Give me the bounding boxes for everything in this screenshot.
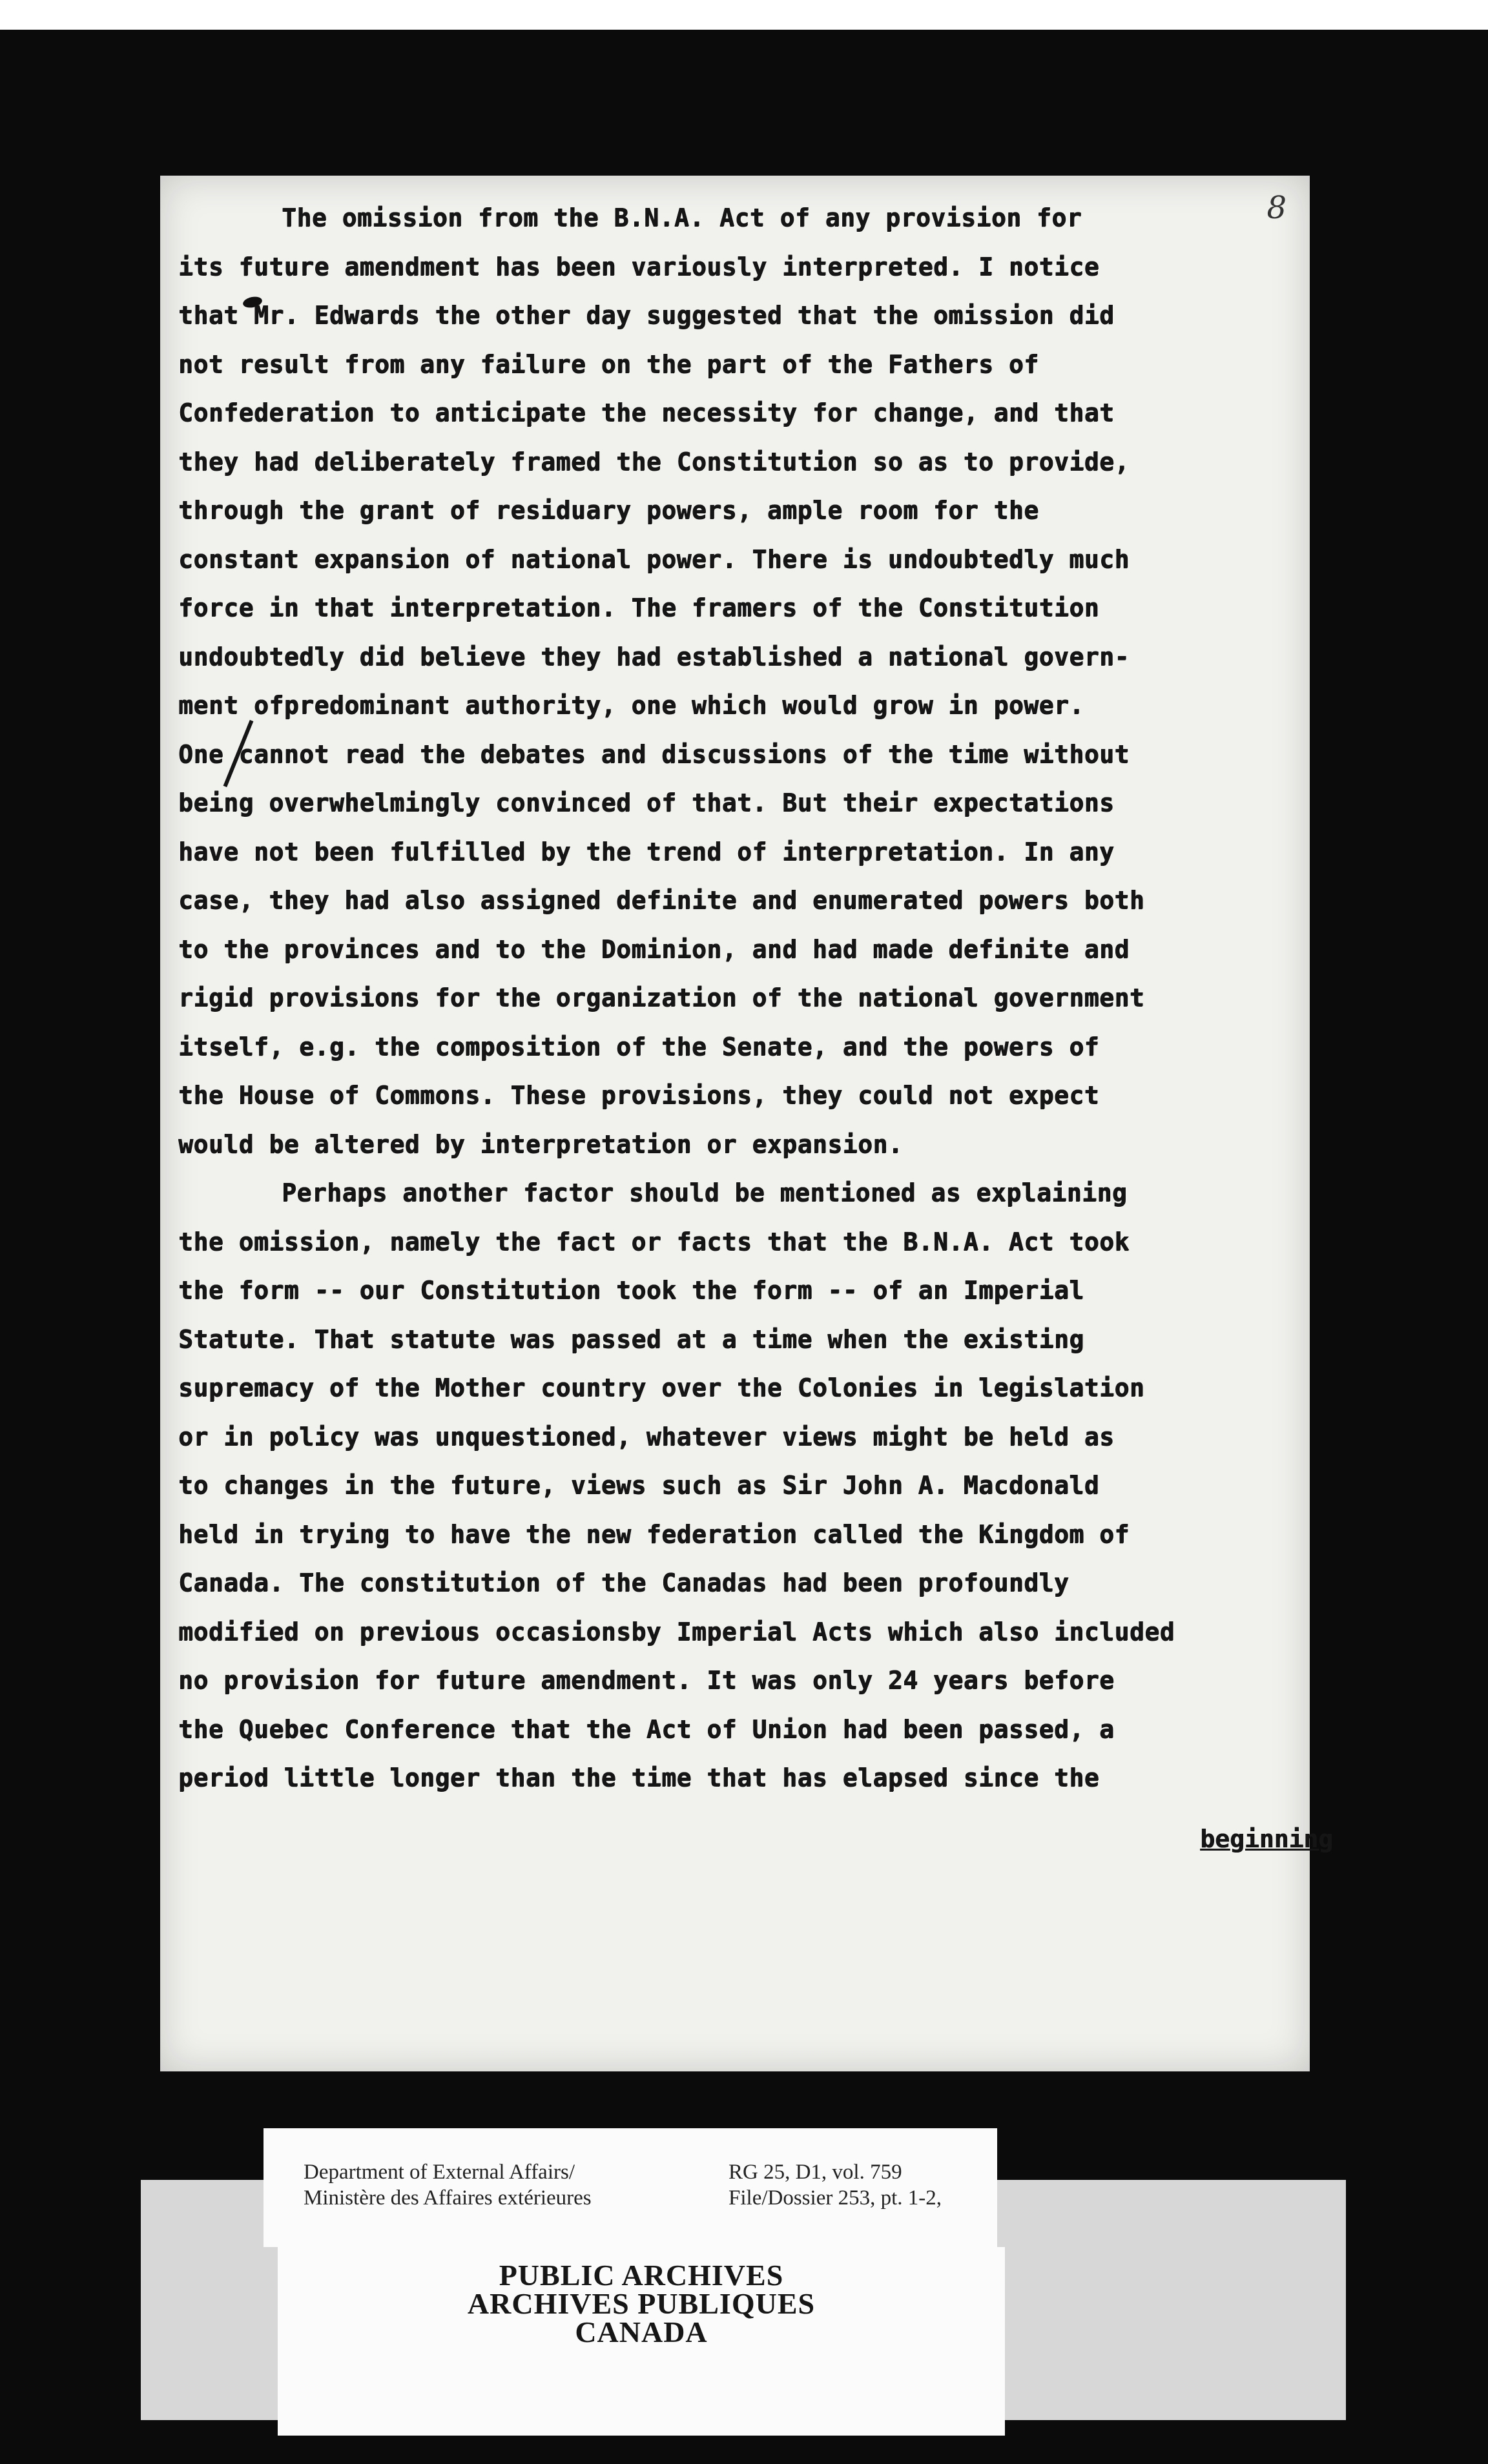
text-line: the omission, namely the fact or facts that the B.N.A. Act took	[178, 1227, 1130, 1256]
text-line: the House of Commons. These provisions, they could not expect	[178, 1081, 1100, 1109]
text-line: Perhaps another factor should be mentioned as explaining	[282, 1178, 1128, 1207]
text-line: ment ofpredominant authority, one which would grow in power.	[178, 691, 1084, 719]
page-number: 8	[1266, 190, 1286, 226]
text-line: Confederation to anticipate the necessity for change, and that	[178, 398, 1115, 427]
archive-stamp-card	[278, 2247, 1005, 2436]
text-line: the Quebec Conference that the Act of Union had been passed, a	[178, 1714, 1115, 1743]
file-number: File/Dossier 253, pt. 1-2,	[728, 2186, 942, 2210]
archives-line-1: PUBLIC ARCHIVES	[499, 2259, 784, 2292]
text-line: supremacy of the Mother country over the Colonies in legislation	[178, 1373, 1145, 1402]
record-group: RG 25, D1, vol. 759	[728, 2161, 902, 2184]
film-border-top	[0, 0, 1488, 30]
text-line: would be altered by interpretation or expansion.	[178, 1129, 904, 1158]
document-body	[178, 194, 1175, 1803]
text-line: to changes in the future, views such as Sir John A. Macdonald	[178, 1471, 1100, 1499]
text-line: itself, e.g. the composition of the Senate, and the powers of	[178, 1032, 1100, 1061]
text-line: held in trying to have the new federation called the Kingdom of	[178, 1519, 1130, 1548]
text-line: period little longer than the time that has elapsed since the	[178, 1763, 1100, 1792]
text-line: its future amendment has been variously interpreted. I notice	[178, 252, 1100, 281]
catchword: beginning	[1200, 1825, 1333, 1853]
text-line: constant expansion of national power. There is undoubtedly much	[178, 544, 1130, 573]
archives-line-2: ARCHIVES PUBLIQUES	[467, 2287, 816, 2320]
text-line: Canada. The constitution of the Canadas had been profoundly	[178, 1568, 1070, 1597]
text-line: being overwhelmingly convinced of that. But their expectations	[178, 788, 1115, 817]
text-line: case, they had also assigned definite and enumerated powers both	[178, 886, 1145, 914]
department-name	[304, 2159, 592, 2211]
archive-reference-card	[264, 2128, 997, 2247]
text-line: or in policy was unquestioned, whatever views might be held as	[178, 1422, 1115, 1451]
text-line: modified on previous occasionsby Imperial Acts which also included	[178, 1617, 1175, 1646]
text-line: The omission from the B.N.A. Act of any provision for	[282, 203, 1082, 232]
department-name-fr: Ministère des Affaires extérieures	[304, 2186, 592, 2210]
text-line: undoubtedly did believe they had established a national govern-	[178, 642, 1130, 671]
archive-stamp	[278, 2261, 1005, 2346]
text-line: that Mr. Edwards the other day suggested that the omission did	[178, 301, 1115, 329]
text-line: rigid provisions for the organization of the national government	[178, 983, 1145, 1012]
text-line: through the grant of residuary powers, ample room for the	[178, 496, 1039, 524]
text-line: Statute. That statute was passed at a time when the existing	[178, 1324, 1084, 1353]
file-reference	[728, 2159, 942, 2211]
text-line: they had deliberately framed the Constitution so as to provide,	[178, 447, 1130, 476]
text-line: the form -- our Constitution took the form -- of an Imperial	[178, 1276, 1084, 1304]
text-line: force in that interpretation. The framers of the Constitution	[178, 593, 1100, 622]
text-line: to the provinces and to the Dominion, and had made definite and	[178, 934, 1130, 963]
text-line: One cannot read the debates and discussions of the time without	[178, 739, 1130, 768]
text-line: not result from any failure on the part of the Fathers of	[178, 349, 1039, 378]
text-line: no provision for future amendment. It was only 24 years before	[178, 1666, 1115, 1694]
text-line: have not been fulfilled by the trend of interpretation. In any	[178, 837, 1115, 866]
department-name-en: Department of External Affairs/	[304, 2161, 575, 2184]
archives-line-3: CANADA	[575, 2315, 708, 2348]
